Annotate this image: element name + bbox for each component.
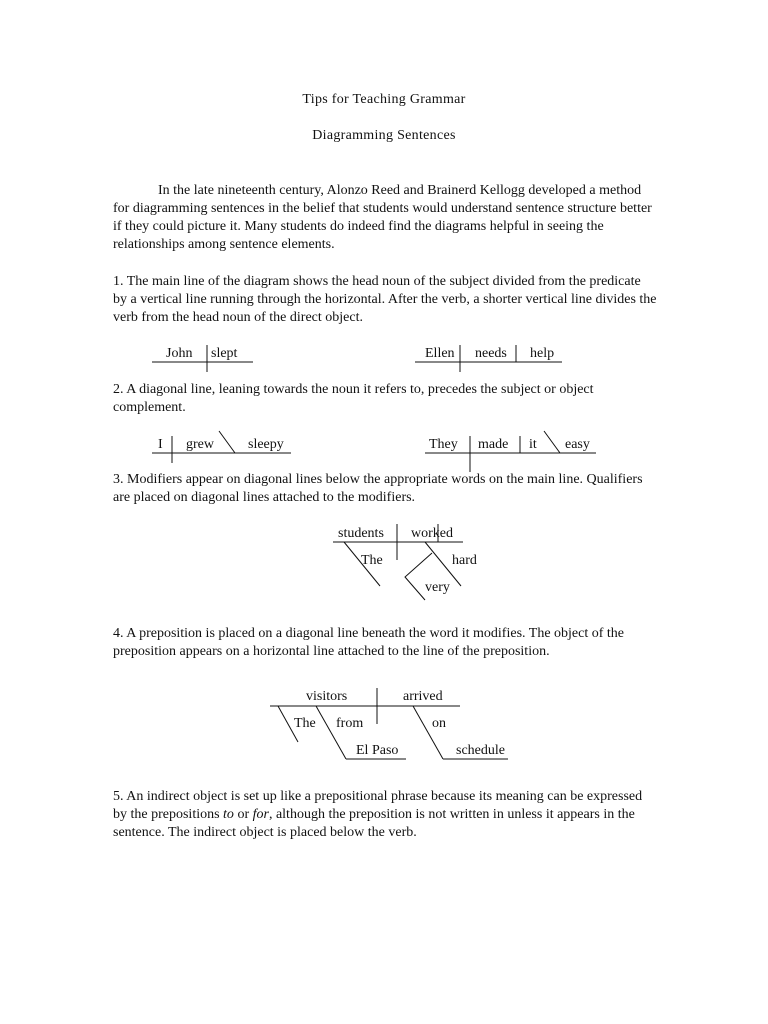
tip-3: 3. Modifiers appear on diagonal lines below the appropriate words on the main line. Qualifiers are placed on diagonal lines attached to the modifiers. [113,472,643,505]
d2b-verb: made [478,437,509,452]
tip-2: 2. A diagonal line, leaning towards the noun it refers to, precedes the subject or object complement. [113,382,594,415]
tip-1: 1. The main line of the diagram shows the head noun of the subject divided from the predicate by a vertical line running through the horizontal. After the verb, a shorter vertical line divides the verb from the head noun of the direct object. [113,274,657,325]
d3-mod-the: The [361,553,383,568]
d2a-complement: sleepy [248,437,284,452]
d4-verb: arrived [403,689,443,704]
d2a-verb: grew [186,437,214,452]
d1b-object: help [530,346,555,361]
d4-obj-el-paso: El Paso [356,743,399,758]
d1a-subject: John [166,346,193,361]
d4-prep-on: on [432,716,446,731]
intro-paragraph: In the late nineteenth century, Alonzo Reed and Brainerd Kellogg developed a method for diagramming sentences in the belief that students would understand sentence structure better if they could picture it. Many students do indeed find the diagrams helpful in seeing the relationships among sentence elements. [113,183,652,252]
tip-5-em-to: to [223,807,234,822]
d2a-subject: I [158,437,163,452]
tip-5-post: , although the preposition is not written in unless it appears in the sentence. The indirect object is placed below the verb. [113,807,635,840]
d4-prep-from: from [336,716,364,731]
tip-5-em-for: for [252,807,269,822]
d1a-verb: slept [211,346,238,361]
d2b-complement: easy [565,437,590,452]
d1b-verb: needs [475,346,507,361]
d4-subject: visitors [306,689,348,704]
d4-obj-schedule: schedule [456,743,505,758]
d3-subject: students [338,526,384,541]
tip-4: 4. A preposition is placed on a diagonal line beneath the word it modifies. The object of the preposition appears on a horizontal line attached to the line of the preposition. [113,626,625,659]
tip-5-mid: or [233,807,253,822]
d1b-subject: Ellen [425,346,455,361]
d2b-subject: They [429,437,458,452]
document-subtitle: Diagramming Sentences [312,128,456,143]
d3-verb: worked [411,526,453,541]
d2b-object: it [529,437,537,452]
d3-mod-hard: hard [452,553,477,568]
document-title: Tips for Teaching Grammar [302,92,466,107]
d4-mod-the: The [294,716,316,731]
d3-qualifier-very: very [425,580,450,595]
tip-5-pre: 5. An indirect object is set up like a prepositional phrase because its meaning can be expressed by the prepositions [113,789,643,822]
